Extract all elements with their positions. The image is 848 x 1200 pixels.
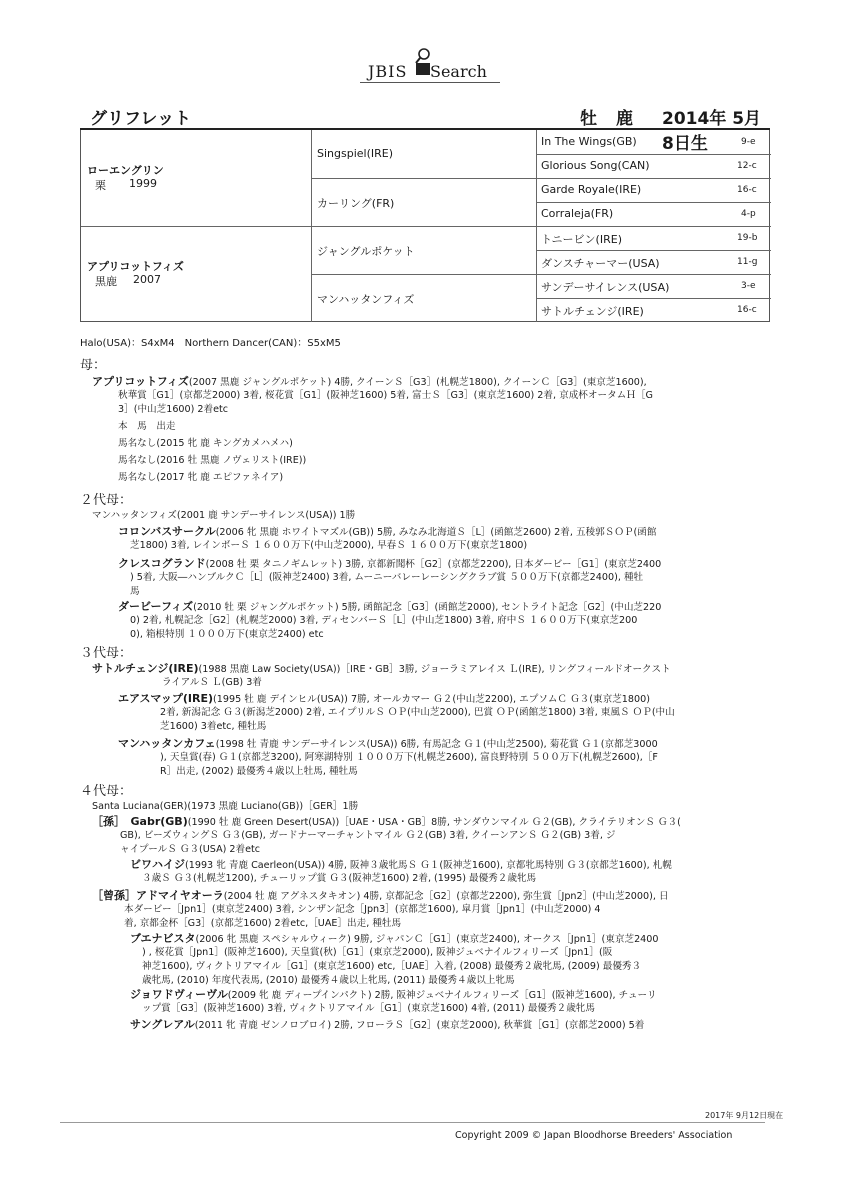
as-of-date: 2017年 9月12日現在 <box>705 1111 784 1120</box>
record-details: 馬名なし(2016 牡 黒鹿 ノヴェリスト(IRE)) <box>118 455 307 466</box>
record-details: (1995 牡 鹿 デインヒル(USA)) 7勝, オールカマー Ｇ２(中山芝2200), エプソムＣ Ｇ３(東京芝1800) <box>213 694 650 705</box>
logo-underline <box>360 82 500 83</box>
record-horse-name: ［孫］ Gabr(GB) <box>92 815 188 828</box>
record-entry <box>118 437 293 451</box>
gen3-ancestor: サンデーサイレンス(USA) <box>541 281 670 294</box>
record-horse-name: ビワハイジ <box>130 858 185 871</box>
gen3-ancestor: Glorious Song(CAN) <box>541 159 650 172</box>
record-continuation: 神芝1600), ヴィクトリアマイル［G1］(東京芝1600) etc,［UAE］入着, (2008) 最優秀２歳牝馬, (2009) 最優秀３ <box>142 961 642 972</box>
logo-text-search: Search <box>430 62 487 81</box>
logo-text-jbis: JBIS <box>368 62 408 81</box>
record-continuation: ) 5着, 大阪―ハンブルクＣ［L］(阪神芝2400) 3着, ムーニーバレーレーシングクラブ賞 ５００万下(京都芝2400), 種牡 <box>130 572 644 583</box>
record-details: (2007 黒鹿 ジャングルポケット) 4勝, クイーンＳ［G3］(札幌芝1800), クイーンＣ［G3］(東京芝1600), <box>188 377 647 388</box>
record-horse-name: ダービーフィズ <box>118 600 194 613</box>
record-horse-name: クレスコグランド <box>118 557 206 570</box>
record-horse-name: ［曾孫］アドマイヤオーラ <box>92 889 224 902</box>
record-details: 本 馬 出走 <box>118 421 176 432</box>
record-horse-name: マンハッタンカフェ <box>118 737 216 750</box>
horse-sex: 牡 <box>580 109 597 129</box>
record-continuation: 芝1600) 3着etc, 種牡馬 <box>160 721 267 732</box>
record-details: 馬名なし(2015 牝 鹿 キングカメハメハ) <box>118 438 293 449</box>
record-continuation: ) , 桜花賞［Jpn1］(阪神芝1600), 天皇賞(秋)［G1］(東京芝2000), 阪神ジュベナイルフィリーズ［Jpn1］(阪 <box>142 947 613 958</box>
record-details: (2004 牡 鹿 アグネスタキオン) 4勝, 京都記念［G2］(京都芝2200), 弥生賞［Jpn2］(中山芝2000), 日 <box>223 891 669 902</box>
record-continuation: 馬 <box>130 586 140 597</box>
record-continuation: 3］(中山芝1600) 2着etc <box>118 404 229 415</box>
record-details: (2011 牝 青鹿 ゼンノロブロイ) 2勝, フローラＳ［G2］(東京芝2000), 秋華賞［G1］(京都芝2000) 5着 <box>194 1020 645 1031</box>
record-continuation: 0), 箱根特別 １０００万下(東京芝2400) etc <box>130 629 324 640</box>
sire-year: 1999 <box>129 177 157 190</box>
section-fourth-dam: ４代母： <box>80 784 133 799</box>
record-horse-name: サングレアル <box>130 1018 195 1031</box>
record-horse-name: エアスマップ(IRE) <box>118 692 214 705</box>
gen3-ancestor: トニービン(IRE) <box>541 233 622 246</box>
record-details: (2008 牡 栗 タニノギムレット) 3勝, 京都新聞杯［G2］(京都芝2200), 日本ダービー［G1］(東京芝2400 <box>205 559 662 570</box>
family-number: 16-c <box>737 305 757 315</box>
record-horse-name: ジョワドヴィーヴル <box>130 988 228 1001</box>
section-second-dam: ２代母： <box>80 493 133 508</box>
sire-name: ローエングリン <box>87 164 164 177</box>
record-continuation: 0) 2着, 札幌記念［G2］(札幌芝2000) 3着, ディセンバーＳ［L］(中山芝1800) 3着, 府中Ｓ １６００万下(東京芝200 <box>130 615 638 626</box>
record-continuation: 本ダービー［Jpn1］(東京芝2400) 3着, シンザン記念［Jpn3］(京都芝1600), 皐月賞［Jpn1］(中山芝2000) 4 <box>124 904 601 915</box>
dam-coat: 黒鹿 <box>95 275 117 288</box>
family-number: 11-g <box>737 257 758 267</box>
pedigree-table <box>80 130 770 322</box>
record-entry <box>92 815 681 830</box>
section-third-dam: ３代母： <box>80 646 133 661</box>
record-continuation: ), 天皇賞(春) Ｇ１(京都芝3200), 阿寒湖特別 １０００万下(札幌芝2600), 富良野特別 ５００万下(札幌芝2600),［F <box>160 752 658 763</box>
record-continuation: 2着, 新潟記念 Ｇ３(新潟芝2000) 2着, エイプリルＳ ＯＰ(中山芝2000), 巴賞 ＯＰ(函館芝1800) 3着, 東風Ｓ ＯＰ(中山 <box>160 707 675 718</box>
record-details: (2006 牝 黒鹿 スペシャルウィーク) 9勝, ジャパンＣ［G1］(東京芝2400), オークス［Jpn1］(東京芝2400 <box>195 934 659 945</box>
gen3-ancestor: サトルチェンジ(IRE) <box>541 305 644 318</box>
gen3-ancestor: In The Wings(GB) <box>541 135 637 148</box>
copyright: Copyright 2009 © Japan Bloodhorse Breeders' Association <box>455 1130 733 1141</box>
inbreeding-note: Halo(USA)：S4xM4 Northern Dancer(CAN)：S5xM5 <box>80 338 341 349</box>
record-entry <box>92 509 355 523</box>
section-dam: 母： <box>80 358 107 373</box>
record-continuation: 芝1800) 3着, レインボーＳ １６００万下(中山芝2000), 早春Ｓ １６００万下(東京芝1800) <box>130 540 528 551</box>
record-details: (1993 牝 青鹿 Caerleon(USA)) 4勝, 阪神３歳牝馬Ｓ Ｇ１(阪神芝1600), 京都牝馬特別 Ｇ３(京都芝1600), 札幌 <box>185 860 672 871</box>
record-details: Santa Luciana(GER)(1973 黒鹿 Luciano(GB))［GER］1勝 <box>92 801 359 812</box>
record-entry <box>92 662 671 677</box>
record-details: (2006 牝 黒鹿 ホワイトマズル(GB)) 5勝, みなみ北海道Ｓ［L］(函館芝2600) 2着, 五稜郭ＳＯＰ(函館 <box>215 527 657 538</box>
record-entry <box>118 737 658 752</box>
record-entry <box>118 454 306 468</box>
record-entry <box>130 932 659 947</box>
record-details: (2010 牡 栗 ジャングルポケット) 5勝, 函館記念［G3］(函館芝2000), セントライト記念［G2］(中山芝220 <box>193 602 662 613</box>
family-number: 9-e <box>741 137 756 147</box>
record-continuation: R］出走, (2002) 最優秀４歳以上牡馬, 種牡馬 <box>160 766 358 777</box>
record-entry <box>130 1018 644 1033</box>
record-details: マンハッタンフィズ(2001 鹿 サンデーサイレンス(USA)) 1勝 <box>92 510 356 521</box>
record-continuation: 歳牝馬, (2010) 年度代表馬, (2010) 最優秀４歳以上牝馬, (2011) 最優秀４歳以上牝馬 <box>142 975 515 986</box>
gen2-sire-dam: カーリング(FR) <box>317 197 395 210</box>
horse-coat: 鹿 <box>616 109 633 129</box>
record-continuation: 着, 京都金杯［G3］(京都芝1600) 2着etc,［UAE］出走, 種牡馬 <box>124 918 402 929</box>
gen2-dam-sire: ジャングルポケット <box>317 245 415 258</box>
record-entry <box>118 420 176 434</box>
jbis-logo <box>360 40 500 84</box>
record-continuation: ３歳Ｓ Ｇ３(札幌芝1200), チューリップ賞 Ｇ３(阪神芝1600) 2着, (1995) 最優秀２歳牝馬 <box>142 873 537 884</box>
family-number: 19-b <box>737 233 758 243</box>
record-horse-name: コロンバスサークル <box>118 525 216 538</box>
horse-name: グリフレット <box>90 109 192 129</box>
family-number: 4-p <box>741 209 756 219</box>
horse-birthdate: 2014年 5月 8日生 <box>662 109 762 154</box>
record-entry <box>92 800 358 814</box>
family-number: 3-e <box>741 281 756 291</box>
record-entry <box>118 471 283 485</box>
dam-name: アプリコットフィズ <box>87 260 184 273</box>
family-number: 16-c <box>737 185 757 195</box>
record-entry <box>118 557 661 572</box>
gen3-ancestor: ダンスチャーマー(USA) <box>541 257 660 270</box>
footer-rule <box>60 1122 765 1123</box>
record-horse-name: アプリコットフィズ <box>92 375 189 388</box>
record-details: (1988 黒鹿 Law Society(USA))［IRE・GB］3勝, ジョーラミアレイス Ｌ(IRE), リングフィールドオークスト <box>198 664 671 675</box>
record-details: (1990 牡 鹿 Green Desert(USA))［UAE・USA・GB］8勝, サンダウンマイル Ｇ２(GB), クライテリオンＳ Ｇ３( <box>187 817 681 828</box>
record-details: 馬名なし(2017 牝 鹿 エピファネイア) <box>118 472 284 483</box>
dam-year: 2007 <box>133 273 161 286</box>
family-number: 12-c <box>737 161 757 171</box>
gen2-sire-sire: Singspiel(IRE) <box>317 147 394 160</box>
record-horse-name: ブエナビスタ <box>130 932 196 945</box>
gen3-ancestor: Corraleja(FR) <box>541 207 614 220</box>
record-entry <box>92 375 647 390</box>
record-continuation: GB), ビーズウィングＳ Ｇ３(GB), ガードナーマーチャントマイル Ｇ２(GB) 3着, クイーンアンＳ Ｇ２(GB) 3着, ジ <box>120 830 616 841</box>
record-entry <box>92 889 669 904</box>
record-details: (2009 牝 鹿 ディープインパクト) 2勝, 阪神ジュベナイルフィリーズ［G1］(阪神芝1600), チューリ <box>227 990 657 1001</box>
record-details: (1998 牡 青鹿 サンデーサイレンス(USA)) 6勝, 有馬記念 Ｇ１(中山芝2500), 菊花賞 Ｇ１(京都芝3000 <box>215 739 658 750</box>
record-entry <box>130 988 657 1003</box>
record-continuation: ップ賞［G3］(阪神芝1600) 3着, ヴィクトリアマイル［G1］(東京芝1600) 4着, (2011) 最優秀２歳牝馬 <box>142 1003 595 1014</box>
record-continuation: ライアルＳ Ｌ(GB) 3着 <box>162 677 262 688</box>
record-continuation: 秋華賞［G1］(京都芝2000) 3着, 桜花賞［G1］(阪神芝1600) 5着, 富士Ｓ［G3］(東京芝1600) 2着, 京成杯オータムＨ［G <box>118 390 653 401</box>
record-entry <box>118 692 650 707</box>
record-horse-name: サトルチェンジ(IRE) <box>92 662 199 675</box>
record-entry <box>118 525 656 540</box>
record-entry <box>130 858 672 873</box>
gen2-dam-dam: マンハッタンフィズ <box>317 293 415 306</box>
gen3-ancestor: Garde Royale(IRE) <box>541 183 642 196</box>
record-entry <box>118 600 661 615</box>
record-continuation: ャイプールＳ Ｇ３(USA) 2着etc <box>120 844 261 855</box>
sire-coat: 栗 <box>95 179 106 192</box>
